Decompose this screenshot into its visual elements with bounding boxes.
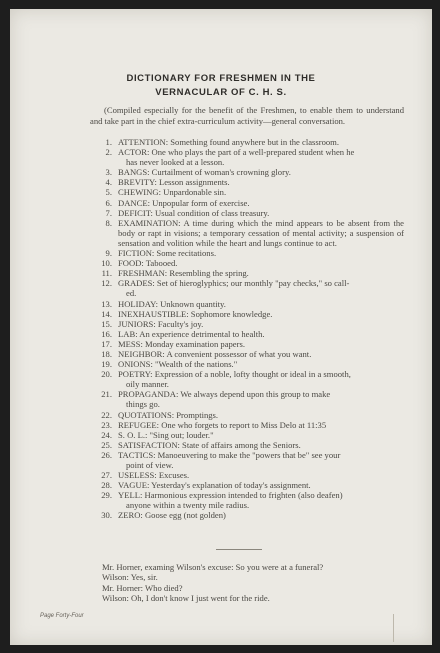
- dictionary-list: [10, 137, 432, 521]
- entry-definition: PROPAGANDA: We always depend upon this group to make things go.: [118, 389, 404, 409]
- dictionary-entry: [10, 490, 432, 510]
- dictionary-entry: [10, 147, 432, 167]
- dialogue-line: Wilson: Yes, sir.: [102, 572, 158, 583]
- entry-definition: ONIONS: "Wealth of the nations.": [118, 359, 238, 370]
- entry-number: 18.: [101, 348, 112, 359]
- entry-number: 29.: [101, 490, 112, 501]
- entry-continuation: anyone within a twenty mile radius.: [126, 500, 250, 511]
- dictionary-entry: [10, 339, 432, 349]
- dictionary-entry: [10, 299, 432, 309]
- entry-number: 7.: [105, 207, 112, 218]
- entry-number: 1.: [105, 137, 112, 147]
- entry-number: 25.: [101, 439, 112, 450]
- dictionary-entry: [10, 278, 432, 298]
- entry-definition: VAGUE: Yesterday's explanation of today's assignment.: [118, 480, 311, 491]
- dictionary-entry: [10, 450, 432, 470]
- page-number: Page Forty-Four: [40, 613, 84, 619]
- entry-definition: MESS: Monday examination papers.: [118, 338, 245, 349]
- entry-definition: REFUGEE: One who forgets to report to Miss Delo at 11:35: [118, 419, 327, 430]
- dictionary-entry: [10, 480, 432, 490]
- entry-definition: USELESS: Excuses.: [118, 470, 190, 481]
- entry-number: 13.: [101, 298, 112, 309]
- entry-definition: GRADES: Set of hieroglyphics; our monthly "pay checks," so call- ed.: [118, 278, 404, 298]
- entry-definition: JUNIORS: Faculty's joy.: [118, 318, 204, 329]
- dictionary-entry: [10, 137, 432, 147]
- entry-number: 15.: [101, 318, 112, 329]
- entry-number: 6.: [105, 197, 112, 208]
- dictionary-entry: [10, 177, 432, 187]
- entry-definition: EXAMINATION: A time during which the mind appears to be absent from the body or rapt in visions; a temporary cessation of mental activity; a suspension of sensation and volition while the heart and lungs continue to act.: [118, 217, 404, 248]
- entry-number: 11.: [101, 268, 112, 279]
- dictionary-entry: [10, 329, 432, 339]
- dictionary-entry: [10, 198, 432, 208]
- entry-definition: ATTENTION: Something found anywhere but in the classroom.: [118, 137, 340, 147]
- section-divider: [216, 549, 262, 550]
- dictionary-entry: [10, 268, 432, 278]
- dialogue-line: Mr. Horner: Who died?: [102, 582, 183, 593]
- dictionary-entry: [10, 510, 432, 520]
- page-title-line-1: DICTIONARY FOR FRESHMEN IN THE: [126, 73, 316, 84]
- entry-definition: FICTION: Some recitations.: [118, 248, 217, 259]
- entry-number: 4.: [105, 177, 112, 188]
- dictionary-entry: [10, 218, 432, 248]
- entry-definition: LAB: An experience detrimental to health.: [118, 328, 265, 339]
- dictionary-entry: [10, 359, 432, 369]
- entry-definition: S. O. L.: "Sing out; louder.": [118, 429, 214, 440]
- entry-definition: FOOD: Tabooed.: [118, 258, 178, 269]
- entry-number: 9.: [105, 248, 112, 259]
- entry-number: 5.: [105, 187, 112, 198]
- entry-number: 28.: [101, 480, 112, 491]
- entry-definition: HOLIDAY: Unknown quantity.: [118, 298, 226, 309]
- dictionary-entry: [10, 187, 432, 197]
- dictionary-entry: [10, 369, 432, 389]
- entry-definition: BANGS: Curtailment of woman's crowning glory.: [118, 167, 291, 178]
- entry-number: 2.: [105, 147, 112, 158]
- entry-definition: CHEWING: Unpardonable sin.: [118, 187, 227, 198]
- entry-number: 3.: [105, 167, 112, 178]
- entry-definition: BREVITY: Lesson assignments.: [118, 177, 230, 188]
- entry-definition: FRESHMAN: Resembling the spring.: [118, 268, 249, 279]
- dictionary-entry: [10, 309, 432, 319]
- entry-definition: INEXHAUSTIBLE: Sophomore knowledge.: [118, 308, 273, 319]
- dialogue-line: Wilson: Oh, I don't know I just went for the ride.: [102, 592, 270, 603]
- entry-continuation: things go.: [126, 399, 160, 410]
- entry-number: 8.: [105, 217, 112, 228]
- entry-definition: NEIGHBOR: A convenient possessor of what you want.: [118, 348, 312, 359]
- entry-continuation: oily manner.: [126, 379, 169, 390]
- entry-number: 30.: [101, 510, 112, 521]
- intro-paragraph: (Compiled especially for the benefit of the Freshmen, to enable them to understand and take part in the chief extra-curriculum activity—general conversation.: [90, 105, 404, 126]
- dictionary-entry: [10, 420, 432, 430]
- entry-number: 20.: [101, 369, 112, 380]
- entry-continuation: has never looked at a lesson.: [126, 157, 225, 168]
- entry-number: 21.: [101, 389, 112, 400]
- dictionary-entry: [10, 208, 432, 218]
- dictionary-entry: [10, 319, 432, 329]
- entry-number: 19.: [101, 359, 112, 370]
- entry-continuation: ed.: [126, 288, 137, 299]
- entry-definition: DANCE: Unpopular form of exercise.: [118, 197, 250, 208]
- dictionary-entry: [10, 470, 432, 480]
- dialogue-line: Mr. Horner, examing Wilson's excuse: So you were at a funeral?: [102, 562, 324, 572]
- entry-number: 16.: [101, 328, 112, 339]
- entry-number: 10.: [101, 258, 112, 269]
- entry-definition: ACTOR: One who plays the part of a well-prepared student when he has never looked at a lesson.: [118, 147, 404, 167]
- entry-definition: ZERO: Goose egg (not golden): [118, 510, 226, 521]
- entry-definition: YELL: Harmonious expression intended to frighten (also deafen) anyone within a twenty mile radius.: [118, 490, 404, 510]
- dictionary-entry: [10, 167, 432, 177]
- entry-number: 26.: [101, 449, 112, 460]
- entry-definition: POETRY: Expression of a noble, lofty thought or ideal in a smooth, oily manner.: [118, 369, 404, 389]
- entry-number: 14.: [101, 308, 112, 319]
- dictionary-entry: [10, 430, 432, 440]
- dictionary-entry: [10, 248, 432, 258]
- document-page: [10, 9, 432, 645]
- entry-continuation: point of view.: [126, 460, 174, 470]
- entry-number: 23.: [101, 419, 112, 430]
- page-edge-mark: [393, 614, 394, 642]
- entry-definition: QUOTATIONS: Promptings.: [118, 409, 219, 420]
- dialogue-block: [102, 562, 422, 603]
- entry-number: 12.: [101, 278, 112, 289]
- entry-number: 27.: [101, 470, 112, 481]
- dictionary-entry: [10, 258, 432, 268]
- entry-definition: DEFICIT: Usual condition of class treasury.: [118, 207, 270, 218]
- entry-definition: SATISFACTION: State of affairs among the Seniors.: [118, 439, 301, 450]
- entry-number: 22.: [101, 409, 112, 420]
- entry-definition: TACTICS: Manoeuvering to make the "powers that be" see your point of view.: [118, 450, 404, 470]
- dictionary-entry: [10, 389, 432, 409]
- entry-number: 24.: [101, 429, 112, 440]
- entry-number: 17.: [101, 338, 112, 349]
- dictionary-entry: [10, 440, 432, 450]
- dictionary-entry: [10, 349, 432, 359]
- page-title-line-2: VERNACULAR OF C. H. S.: [155, 87, 287, 98]
- dictionary-entry: [10, 410, 432, 420]
